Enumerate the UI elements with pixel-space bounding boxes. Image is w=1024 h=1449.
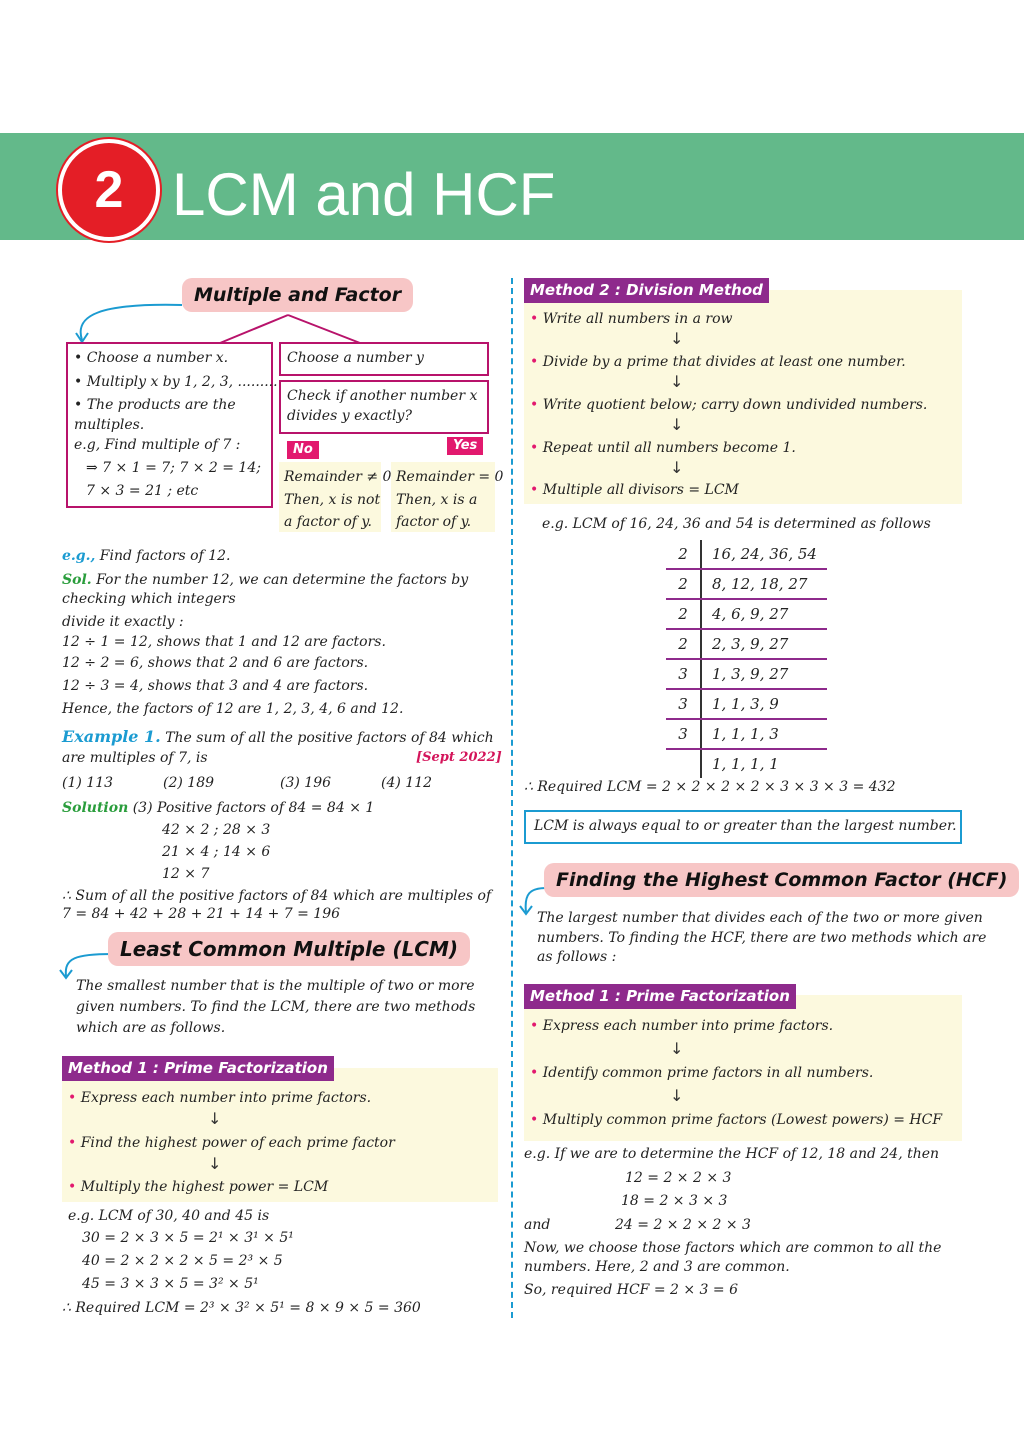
division-row: 3 1, 1, 3, 9 xyxy=(666,689,827,719)
sol-line: 12 ÷ 1 = 12, shows that 1 and 12 are factors. xyxy=(62,634,386,650)
solution-line: 12 × 7 xyxy=(162,866,210,882)
down-arrow-icon: ↓ xyxy=(208,1109,222,1128)
mf-left-line: multiples. xyxy=(74,417,145,433)
solution-line: 21 × 4 ; 14 × 6 xyxy=(162,844,271,860)
division-row: 2 8, 12, 18, 27 xyxy=(666,569,827,599)
no-line: a factor of y. xyxy=(284,514,372,530)
yes-line: factor of y. xyxy=(396,514,472,530)
m2-step: • Divide by a prime that divides at least one number. xyxy=(530,354,906,370)
check-text: divides y exactly? xyxy=(287,408,412,424)
option: (2) 189 xyxy=(163,775,215,791)
chapter-number: 2 xyxy=(58,139,160,241)
option: (1) 113 xyxy=(62,775,114,791)
sol-line: divide it exactly : xyxy=(62,614,184,630)
yes-tag: Yes xyxy=(447,437,483,455)
division-row: 2 16, 24, 36, 54 xyxy=(666,540,827,569)
note-text: LCM is always equal to or greater than the largest number. xyxy=(534,818,957,834)
m2-eg: e.g. LCM of 16, 24, 36 and 54 is determined as follows xyxy=(542,516,931,532)
choose-y-text: Choose a number y xyxy=(287,350,424,366)
h-result: So, required HCF = 2 × 3 = 6 xyxy=(524,1282,738,1298)
m1-eg: e.g. LCM of 30, 40 and 45 is xyxy=(68,1208,270,1224)
solution-line: Solution (3) Positive factors of 84 = 84 × 1 xyxy=(62,800,375,816)
mf-left-line: • Choose a number x. xyxy=(74,350,229,366)
option: (3) 196 xyxy=(280,775,332,791)
m1-step: • Express each number into prime factors. xyxy=(68,1090,372,1106)
example-1-line2: are multiples of 7, is xyxy=(62,750,208,766)
option: (4) 112 xyxy=(381,775,433,791)
eg-factors: e.g., Find factors of 12. xyxy=(62,548,231,564)
hm1-step: • Multiply common prime factors (Lowest powers) = HCF xyxy=(530,1112,943,1128)
sol-line: checking which integers xyxy=(62,591,236,607)
mf-left-line: • The products are the xyxy=(74,397,236,413)
hm1-heading: Method 1 : Prime Factorization xyxy=(524,984,796,1009)
m1-line: 40 = 2 × 2 × 2 × 5 = 2³ × 5 xyxy=(82,1253,283,1269)
example-1: Example 1. The sum of all the positive factors of 84 which xyxy=(62,727,494,746)
yes-line: Then, x is a xyxy=(396,492,478,508)
h-line: 18 = 2 × 3 × 3 xyxy=(621,1193,728,1209)
sol-line: Sol. For the number 12, we can determine the factors by xyxy=(62,572,469,588)
down-arrow-icon: ↓ xyxy=(670,1086,684,1105)
down-arrow-icon: ↓ xyxy=(208,1154,222,1173)
down-arrow-icon: ↓ xyxy=(670,1039,684,1058)
lcm-def: which are as follows. xyxy=(76,1020,226,1036)
h-line: 24 = 2 × 2 × 2 × 3 xyxy=(615,1217,751,1233)
h-line: 12 = 2 × 2 × 3 xyxy=(625,1170,732,1186)
mf-left-line: 7 × 3 = 21 ; etc xyxy=(86,483,199,499)
yes-line: Remainder = 0 xyxy=(396,469,504,485)
exam-tag: [Sept 2022] xyxy=(416,750,502,765)
m2-step: • Repeat until all numbers become 1. xyxy=(530,440,796,456)
division-table xyxy=(666,540,827,778)
mf-left-line: e.g, Find multiple of 7 : xyxy=(74,437,241,453)
sum-line: ∴ Sum of all the positive factors of 84 which are multiples of xyxy=(62,888,492,904)
down-arrow-icon: ↓ xyxy=(670,458,684,477)
hm1-step: • Identify common prime factors in all numbers. xyxy=(530,1065,874,1081)
column-divider xyxy=(511,278,513,1318)
hcf-heading: Finding the Highest Common Factor (HCF) xyxy=(544,863,1019,897)
h-eg: e.g. If we are to determine the HCF of 12, 18 and 24, then xyxy=(524,1146,940,1162)
m2-step: • Write quotient below; carry down undivided numbers. xyxy=(530,397,928,413)
m1-line: 30 = 2 × 3 × 5 = 2¹ × 3¹ × 5¹ xyxy=(82,1230,294,1246)
no-line: Remainder ≠ 0 xyxy=(284,469,392,485)
down-arrow-icon: ↓ xyxy=(670,372,684,391)
division-row: 3 1, 1, 1, 3 xyxy=(666,719,827,749)
m1-line: 45 = 3 × 3 × 5 = 3² × 5¹ xyxy=(82,1276,259,1292)
sum-line: 7 = 84 + 42 + 28 + 21 + 14 + 7 = 196 xyxy=(62,906,341,922)
mf-heading: Multiple and Factor xyxy=(182,278,413,312)
m1-heading: Method 1 : Prime Factorization xyxy=(62,1056,334,1081)
sol-line: 12 ÷ 3 = 4, shows that 3 and 4 are factors. xyxy=(62,678,369,694)
solution-line: 42 × 2 ; 28 × 3 xyxy=(162,822,271,838)
hcf-def: The largest number that divides each of the two or more given xyxy=(537,910,983,926)
hm1-step: • Express each number into prime factors. xyxy=(530,1018,834,1034)
check-text: Check if another number x xyxy=(287,388,478,404)
no-tag: No xyxy=(287,441,319,459)
chapter-title: LCM and HCF xyxy=(172,161,556,228)
lcm-heading: Least Common Multiple (LCM) xyxy=(108,932,470,966)
down-arrow-icon: ↓ xyxy=(670,329,684,348)
no-line: Then, x is not xyxy=(284,492,381,508)
hcf-def: as follows : xyxy=(537,949,617,965)
m2-result: ∴ Required LCM = 2 × 2 × 2 × 2 × 3 × 3 × 3 = 432 xyxy=(524,779,896,795)
m2-step: • Multiple all divisors = LCM xyxy=(530,482,739,498)
mf-left-line: ⇒ 7 × 1 = 7; 7 × 2 = 14; xyxy=(86,460,261,476)
h-now: numbers. Here, 2 and 3 are common. xyxy=(524,1259,790,1275)
mf-left-line: • Multiply x by 1, 2, 3, ......... xyxy=(74,374,278,390)
m1-result: ∴ Required LCM = 2³ × 3² × 5¹ = 8 × 9 × 5 = 360 xyxy=(62,1300,421,1316)
hcf-def: numbers. To finding the HCF, there are two methods which are xyxy=(537,930,987,946)
m2-step: • Write all numbers in a row xyxy=(530,311,733,327)
sol-line: 12 ÷ 2 = 6, shows that 2 and 6 are factors. xyxy=(62,655,369,671)
lcm-def: given numbers. To find the LCM, there are two methods xyxy=(76,999,476,1015)
division-row: 2 4, 6, 9, 27 xyxy=(666,599,827,629)
m1-step: • Multiply the highest power = LCM xyxy=(68,1179,329,1195)
lcm-def: The smallest number that is the multiple of two or more xyxy=(76,978,475,994)
division-row: 3 1, 3, 9, 27 xyxy=(666,659,827,689)
division-row: 1, 1, 1, 1 xyxy=(666,749,827,778)
m2-heading: Method 2 : Division Method xyxy=(524,278,769,303)
division-row: 2 2, 3, 9, 27 xyxy=(666,629,827,659)
m1-step: • Find the highest power of each prime factor xyxy=(68,1135,395,1151)
down-arrow-icon: ↓ xyxy=(670,415,684,434)
h-and: and xyxy=(524,1217,551,1233)
sol-line: Hence, the factors of 12 are 1, 2, 3, 4, 6 and 12. xyxy=(62,701,404,717)
h-now: Now, we choose those factors which are common to all the xyxy=(524,1240,942,1256)
